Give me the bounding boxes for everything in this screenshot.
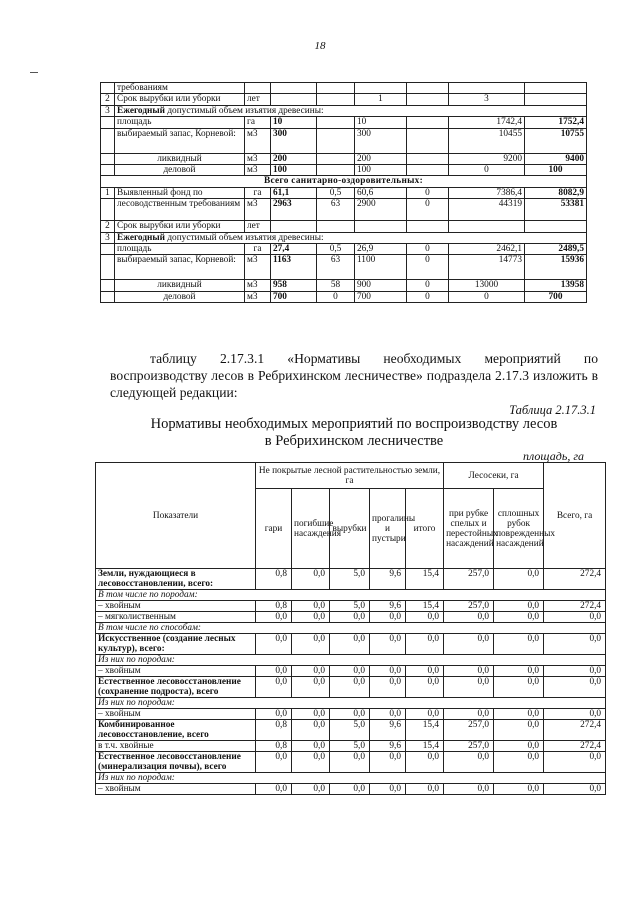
row-value: 257,0: [444, 569, 494, 590]
row-label: Искусственное (создание лесных культур), всего:: [96, 634, 256, 655]
row-label: Естественное лесовосстановление (минерализация почвы), всего: [96, 752, 256, 773]
header-cutting-areas: Лесосеки, га: [444, 463, 544, 489]
row-value: 0,0: [256, 612, 292, 623]
row-value: 0,0: [292, 666, 330, 677]
row-value: 0,0: [256, 666, 292, 677]
row-value: 0,0: [406, 752, 444, 773]
header-total: итого: [406, 489, 444, 569]
norms-table: [95, 462, 606, 795]
page-number: 18: [314, 40, 326, 52]
row-value: 0,0: [406, 784, 444, 795]
row-value: 0,0: [544, 752, 606, 773]
t1-row: площадь га 27,4 0,5 26,9 0 2462,1 2489,5: [101, 243, 587, 254]
row-value: 272,4: [544, 569, 606, 590]
row-value: 0,0: [494, 666, 544, 677]
header-all: Всего, га: [544, 463, 606, 569]
header-clear: сплошных рубок поврежденных насаждений: [494, 489, 544, 569]
row-value: 0,0: [292, 752, 330, 773]
table-row: [96, 709, 606, 720]
row-label: В том числе по способам:: [96, 623, 606, 634]
row-value: 0,0: [494, 720, 544, 741]
table-row: [96, 601, 606, 612]
table-row: [96, 623, 606, 634]
amendment-paragraph: таблицу 2.17.3.1 «Нормативы необходимых мероприятий по воспроизводству лесов в Ребрихинском лесничестве» подраздела 2.17.3 изложить в следующей редакции:: [110, 351, 598, 400]
row-value: 0,0: [494, 569, 544, 590]
table-title: Нормативы необходимых мероприятий по воспроизводству лесов в Ребрихинском лесничестве: [150, 416, 558, 449]
row-value: 0,0: [370, 709, 406, 720]
table-row: [96, 784, 606, 795]
table-row: [96, 773, 606, 784]
row-value: 15,4: [406, 569, 444, 590]
row-value: 0,0: [406, 612, 444, 623]
t1-row: выбираемый запас, Корневой: м3 1163 63 1100 0 14773 15936: [101, 255, 587, 280]
row-label: – хвойным: [96, 666, 256, 677]
row-value: 0,0: [370, 752, 406, 773]
table-row: [96, 634, 606, 655]
t1-row: лесоводственным требованиям м3 2963 63 2900 0 44319 53381: [101, 199, 587, 221]
t1-row: требованиям: [101, 83, 587, 94]
t1-row: 1 Выявленный фонд по га 61,1 0,5 60,6 0 7386,4 8082,9: [101, 187, 587, 198]
row-label: в т.ч. хвойные: [96, 741, 256, 752]
row-value: 0,0: [494, 784, 544, 795]
row-label: Комбинированное лесовосстановление, всего: [96, 720, 256, 741]
row-value: 15,4: [406, 601, 444, 612]
row-value: 9,6: [370, 601, 406, 612]
row-value: 0,0: [494, 752, 544, 773]
row-value: 0,0: [544, 634, 606, 655]
table-row: [96, 666, 606, 677]
row-value: 5,0: [330, 720, 370, 741]
row-label: – хвойным: [96, 709, 256, 720]
row-value: 0,0: [370, 677, 406, 698]
row-value: 0,0: [494, 634, 544, 655]
row-value: 0,0: [370, 612, 406, 623]
row-value: 0,0: [292, 634, 330, 655]
row-value: 0,0: [406, 677, 444, 698]
row-value: 0,0: [256, 784, 292, 795]
row-value: 0,0: [406, 634, 444, 655]
row-value: 0,0: [544, 612, 606, 623]
row-value: 9,6: [370, 569, 406, 590]
row-value: 5,0: [330, 569, 370, 590]
table-row: [96, 677, 606, 698]
row-value: 0,0: [444, 612, 494, 623]
row-label: Из них по породам:: [96, 698, 606, 709]
row-value: 0,0: [494, 741, 544, 752]
header-row: [96, 463, 606, 489]
row-value: 0,0: [292, 784, 330, 795]
row-value: 257,0: [444, 741, 494, 752]
continued-table: [100, 82, 587, 303]
row-value: 0,0: [330, 709, 370, 720]
row-value: 0,0: [330, 784, 370, 795]
t1-row: выбираемый запас, Корневой: м3 300 300 10455 10755: [101, 128, 587, 153]
header-glades: прогалины и пустыри: [370, 489, 406, 569]
t1-row: 3 Ежегодный допустимый объем изъятия древесины:: [101, 105, 587, 116]
row-value: 0,8: [256, 720, 292, 741]
row-label: Земли, нуждающиеся в лесовосстановлении, всего:: [96, 569, 256, 590]
row-value: 0,0: [494, 601, 544, 612]
row-value: 0,0: [330, 752, 370, 773]
table-row: [96, 655, 606, 666]
header-indicators: Показатели: [96, 463, 256, 569]
header-not-covered: Не покрытые лесной растительностью земли, га: [256, 463, 444, 489]
row-value: 0,0: [292, 720, 330, 741]
row-value: 15,4: [406, 741, 444, 752]
row-value: 257,0: [444, 601, 494, 612]
row-value: 272,4: [544, 601, 606, 612]
header-vyrubki: вырубки: [330, 489, 370, 569]
row-value: 0,0: [292, 569, 330, 590]
row-value: 0,0: [370, 634, 406, 655]
row-value: 5,0: [330, 741, 370, 752]
header-gari: гари: [256, 489, 292, 569]
t1-row: ликвидный м3 200 200 9200 9400: [101, 153, 587, 164]
row-value: 0,0: [444, 709, 494, 720]
t1-row: ликвидный м3 958 58 900 0 13000 13958: [101, 280, 587, 291]
t1-row: Всего санитарно-оздоровительных:: [101, 176, 587, 187]
row-value: 272,4: [544, 720, 606, 741]
row-value: 0,8: [256, 569, 292, 590]
row-value: 0,0: [444, 634, 494, 655]
row-value: 0,8: [256, 741, 292, 752]
row-value: 0,0: [292, 741, 330, 752]
row-value: 0,0: [292, 677, 330, 698]
header-mature: при рубке спелых и перестойных насаждений: [444, 489, 494, 569]
row-value: 0,0: [256, 709, 292, 720]
row-value: 0,0: [256, 677, 292, 698]
row-label: – хвойным: [96, 784, 256, 795]
row-label: Естественное лесовосстановление (сохранение подроста), всего: [96, 677, 256, 698]
row-value: 5,0: [330, 601, 370, 612]
row-value: 0,0: [444, 752, 494, 773]
row-value: 15,4: [406, 720, 444, 741]
row-value: 0,0: [330, 677, 370, 698]
row-value: 272,4: [544, 741, 606, 752]
row-value: 0,0: [292, 601, 330, 612]
t1-row: 2 Срок вырубки или уборки лет: [101, 221, 587, 232]
row-value: 0,0: [406, 709, 444, 720]
header-dead: погибшие насаждения: [292, 489, 330, 569]
row-value: 0,0: [494, 677, 544, 698]
t1-row: деловой м3 100 100 0 100: [101, 164, 587, 175]
row-label: – хвойным: [96, 601, 256, 612]
table-row: [96, 752, 606, 773]
margin-mark: [30, 72, 38, 73]
row-value: 257,0: [444, 720, 494, 741]
row-label: Из них по породам:: [96, 773, 606, 784]
row-value: 0,0: [444, 666, 494, 677]
table-number-label: Таблица 2.17.3.1: [509, 403, 596, 417]
row-value: 0,0: [406, 666, 444, 677]
table-row: [96, 612, 606, 623]
row-value: 0,0: [330, 612, 370, 623]
t1-row: 2 Срок вырубки или уборки лет 1 3: [101, 94, 587, 105]
table-row: [96, 569, 606, 590]
row-value: 0,0: [330, 666, 370, 677]
row-value: 0,0: [444, 784, 494, 795]
row-value: 0,0: [370, 784, 406, 795]
table-row: [96, 720, 606, 741]
row-value: 9,6: [370, 720, 406, 741]
unit-label: площадь, га: [523, 449, 584, 463]
t1-row: 3 Ежегодный допустимый объем изъятия древесины:: [101, 232, 587, 243]
row-value: 0,0: [544, 677, 606, 698]
row-value: 0,8: [256, 601, 292, 612]
row-value: 0,0: [330, 634, 370, 655]
row-value: 0,0: [292, 612, 330, 623]
row-value: 0,0: [494, 709, 544, 720]
row-value: 0,0: [370, 666, 406, 677]
table-row: [96, 741, 606, 752]
table-row: [96, 590, 606, 601]
t1-row: площадь га 10 10 1742,4 1752,4: [101, 117, 587, 128]
row-value: 0,0: [544, 666, 606, 677]
row-value: 0,0: [292, 709, 330, 720]
row-label: В том числе по породам:: [96, 590, 606, 601]
row-value: 0,0: [544, 709, 606, 720]
row-value: 0,0: [544, 784, 606, 795]
t1-row: деловой м3 700 0 700 0 0 700: [101, 291, 587, 302]
row-value: 9,6: [370, 741, 406, 752]
row-value: 0,0: [256, 634, 292, 655]
row-value: 0,0: [444, 677, 494, 698]
row-label: Из них по породам:: [96, 655, 606, 666]
row-value: 0,0: [256, 752, 292, 773]
row-label: – мягколиственным: [96, 612, 256, 623]
table-row: [96, 698, 606, 709]
row-value: 0,0: [494, 612, 544, 623]
